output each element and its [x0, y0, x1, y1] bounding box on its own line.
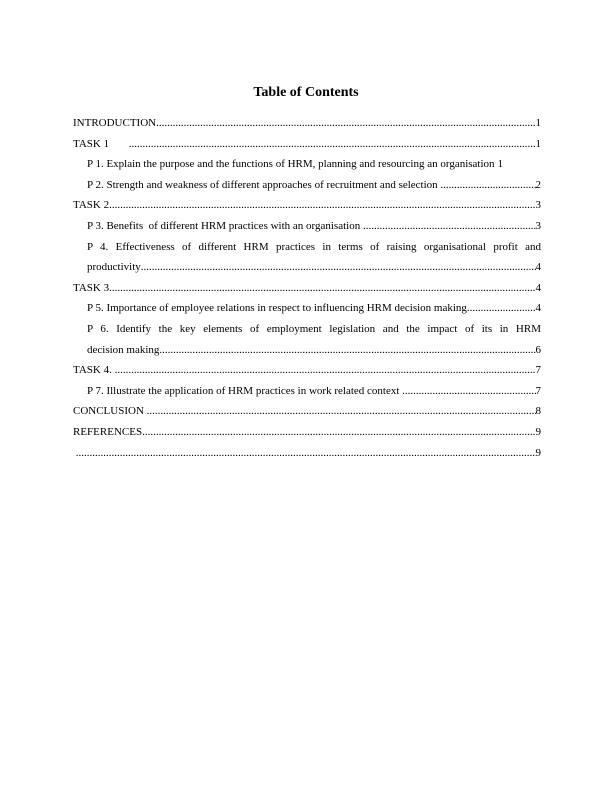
toc-entry-task-2[interactable]	[73, 195, 541, 216]
toc-entry-label-cont: decision making	[87, 343, 160, 356]
toc-entry-label: P 6. Identify the key elements of employment legislation and the impact of its in HRM	[87, 322, 541, 335]
toc-entry-p5[interactable]	[73, 298, 541, 319]
toc-leader-dots	[129, 134, 536, 155]
toc-list	[73, 113, 541, 463]
toc-leader-dots	[142, 422, 535, 443]
toc-entry-label-cont: productivity	[87, 261, 141, 274]
toc-entry-label: TASK 1	[73, 137, 110, 150]
toc-leader-dots	[109, 278, 535, 299]
toc-entry-label: P 2. Strength and weakness of different approaches of recruitment and selection	[87, 178, 441, 191]
toc-page-number: 8	[535, 405, 541, 418]
toc-page-number: 9	[535, 425, 541, 438]
toc-leader-dots	[363, 216, 536, 237]
toc-page-number: 4	[535, 302, 541, 315]
toc-entry-label: REFERENCES	[73, 425, 143, 438]
toc-entry-label: P 4. Effectiveness of different HRM practices in terms of raising organisational profit and	[87, 240, 541, 253]
toc-entry-conclusion[interactable]	[73, 401, 541, 422]
toc-entry-task-1[interactable]	[73, 134, 541, 155]
toc-entry-label: INTRODUCTION	[73, 117, 157, 129]
toc-entry-continuation	[87, 257, 541, 278]
toc-entry-p3[interactable]	[73, 216, 541, 237]
toc-page-number: 7	[535, 384, 541, 397]
toc-leader-dots	[109, 195, 535, 216]
toc-entry-label: TASK 2	[73, 199, 110, 212]
toc-page-number: 4	[535, 261, 541, 274]
toc-leader-dots	[156, 113, 535, 134]
toc-page-number: 6	[535, 343, 541, 356]
toc-page-number: 1	[497, 158, 504, 171]
toc-title: Table of Contents	[253, 85, 359, 100]
toc-leader-dots	[147, 401, 536, 422]
toc-entry-task-3[interactable]	[73, 278, 541, 299]
toc-leader-dots	[402, 381, 535, 402]
toc-entry-references[interactable]	[73, 422, 541, 443]
toc-entry-p7[interactable]	[73, 381, 541, 402]
toc-leader-dots	[440, 175, 535, 196]
toc-entry-label: P 5. Importance of employee relations in respect to influencing HRM decision making	[87, 302, 467, 315]
toc-entry-label: P 7. Illustrate the application of HRM practices in work related context	[87, 384, 403, 397]
toc-entry-p4[interactable]	[73, 237, 541, 278]
toc-page-number: 1	[535, 137, 541, 150]
toc-entry-p2[interactable]	[73, 175, 541, 196]
toc-entry-label: P 1. Explain the purpose and the functions of HRM, planning and resourcing an organisation	[87, 158, 495, 171]
toc-entry-p6[interactable]	[73, 319, 541, 360]
toc-page-number: 7	[535, 364, 541, 377]
toc-leader-dots	[467, 298, 536, 319]
toc-leader-dots	[159, 340, 535, 361]
toc-page-number: 4	[535, 281, 541, 294]
toc-entry-p1[interactable]	[73, 154, 541, 175]
toc-leader-dots	[76, 443, 536, 464]
toc-entry-label: TASK 4.	[73, 364, 115, 377]
toc-entry-label: TASK 3	[73, 281, 110, 294]
toc-page-number: 3	[535, 199, 541, 212]
toc-entry-blank[interactable]	[73, 443, 541, 464]
toc-entry-continuation	[87, 340, 541, 361]
toc-page-number: 9	[535, 446, 541, 459]
toc-entry-label: P 3. Benefits of different HRM practices with an organisation	[87, 219, 363, 232]
toc-page-number: 2	[535, 178, 541, 191]
toc-leader-dots	[141, 257, 536, 278]
toc-entry-introduction[interactable]	[73, 113, 541, 134]
toc-page-number: 1	[535, 117, 541, 129]
toc-leader-dots	[115, 360, 536, 381]
toc-entry-label: CONCLUSION	[73, 405, 147, 418]
toc-entry-task-4[interactable]	[73, 360, 541, 381]
toc-page-number: 3	[535, 219, 541, 232]
